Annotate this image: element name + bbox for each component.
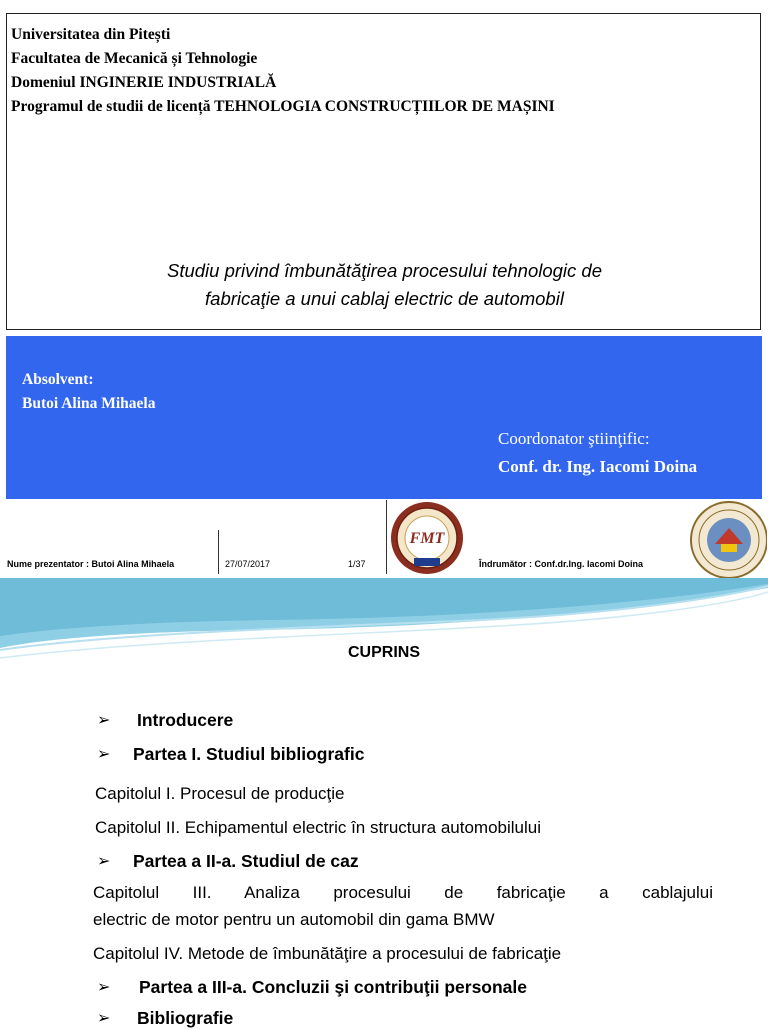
absolvent-label: Absolvent: [22,371,94,388]
coordinator-name: Conf. dr. Ing. Iacomi Doina [498,457,698,476]
footer-divider [386,500,387,574]
author-band [6,336,762,499]
toc-partea-2: Partea a II-a. Studiul de caz [133,851,359,871]
contents-heading: CUPRINS [347,644,420,661]
footer-date: 27/07/2017 [225,559,271,569]
bullet-icon: ➢ [97,746,111,763]
toc-capitolul-3-cont: electric de motor pentru un automobil din gama BMW [93,910,495,929]
study-program: Programul de studii de licență TEHNOLOGIA CONSTRUCȚIILOR DE MAȘINI [11,98,555,115]
toc-partea-1: Partea I. Studiul bibliografic [133,744,365,764]
toc-bibliografie: Bibliografie [137,1008,234,1028]
footer-presenter: Nume prezentator : Butoi Alina Mihaela [7,559,175,569]
bullet-icon: ➢ [97,1010,111,1027]
thesis-title-line-1: Studiu privind îmbunătăţirea procesului tehnologic de [166,260,603,281]
toc-capitolul-3: Capitolul III. Analiza procesului de fabricaţie a cablajului [93,883,713,902]
footer-advisor: Îndrumător : Conf.dr.Ing. Iacomi Doina [479,559,644,569]
domain-name: Domeniul INGINERIE INDUSTRIALĂ [11,74,277,91]
toc-partea-3: Partea a III-a. Concluzii şi contribuţii personale [139,977,528,997]
bullet-icon: ➢ [97,853,111,870]
thesis-title-line-2: fabricaţie a unui cablaj electric de automobil [205,288,564,309]
university-seal-icon [689,500,767,580]
university-name: Universitatea din Pitești [11,26,171,43]
toc-capitolul-1: Capitolul I. Procesul de producţie [95,784,345,803]
bullet-icon: ➢ [97,712,111,729]
bullet-icon: ➢ [97,979,111,996]
footer-page: 1/37 [348,559,366,569]
footer-divider [218,530,219,574]
header-box [6,13,761,330]
toc-capitolul-4: Capitolul IV. Metode de îmbunătăţire a procesului de fabricaţie [93,944,562,963]
absolvent-name: Butoi Alina Mihaela [22,395,156,412]
svg-text:FMT: FMT [409,530,445,547]
toc-capitolul-2: Capitolul II. Echipamentul electric în structura automobilului [95,818,541,837]
coordinator-label: Coordonator ştiinţific: [498,429,650,448]
faculty-name: Facultatea de Mecanică și Tehnologie [11,50,258,67]
toc-introducere: Introducere [137,710,234,730]
faculty-seal-icon [388,500,466,576]
